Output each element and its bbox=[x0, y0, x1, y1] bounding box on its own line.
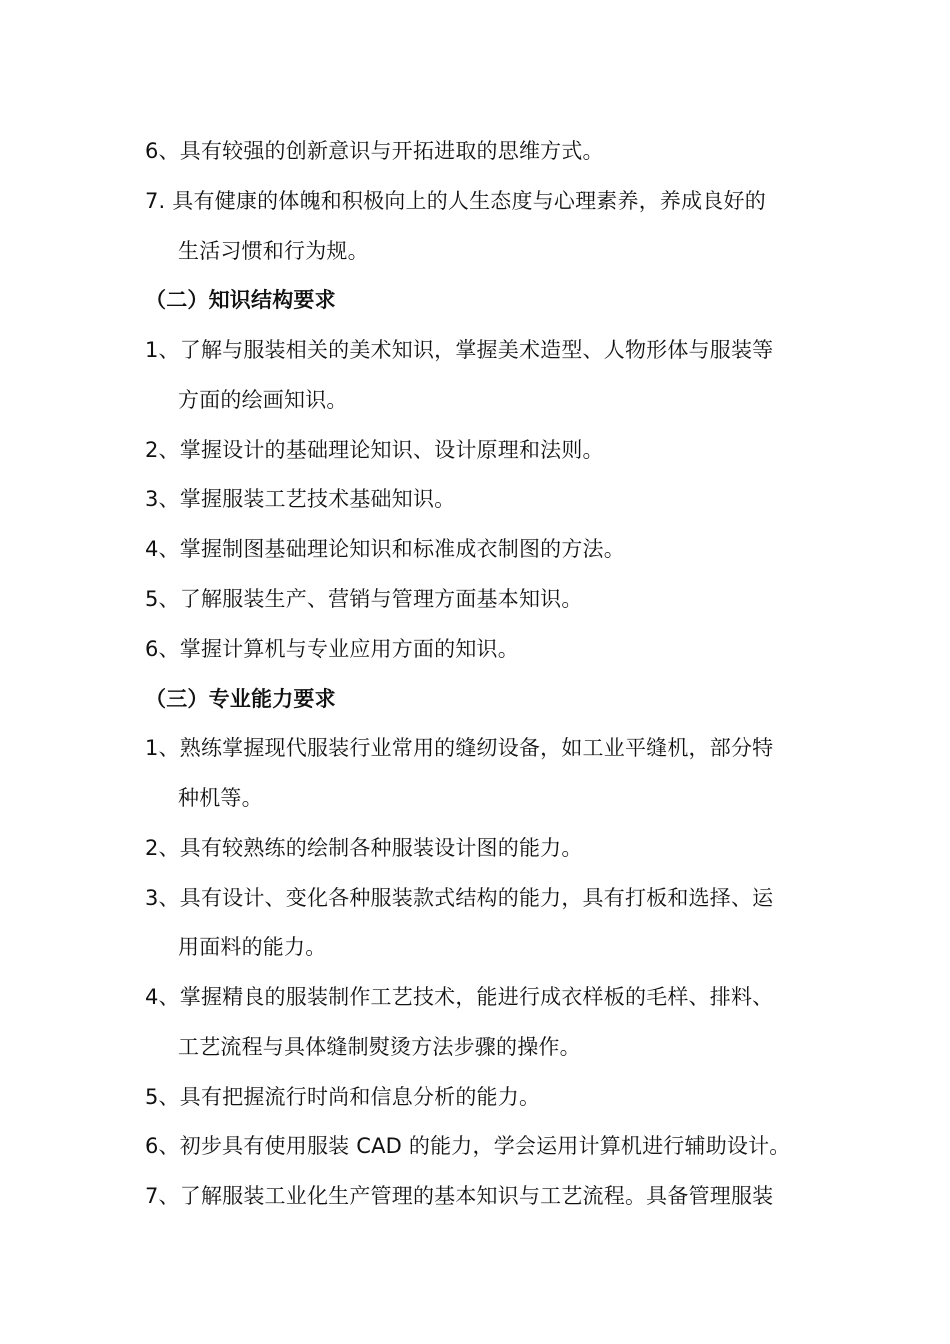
text-line: 2、掌握设计的基础理论知识、设计原理和法则。 bbox=[145, 438, 604, 462]
text-line: 4、掌握精良的服装制作工艺技术，能进行成衣样板的毛样、排料、 bbox=[145, 985, 774, 1009]
text-line: 工艺流程与具体缝制熨烫方法步骤的操作。 bbox=[178, 1035, 581, 1059]
text-line: 1、熟练掌握现代服装行业常用的缝纫设备，如工业平缝机，部分特 bbox=[145, 736, 774, 760]
text-line: 方面的绘画知识。 bbox=[178, 388, 348, 412]
text-line: 种机等。 bbox=[178, 786, 263, 810]
section-heading: （三）专业能力要求 bbox=[145, 687, 336, 711]
text-line: 3、掌握服装工艺技术基础知识。 bbox=[145, 487, 456, 511]
text-line: 3、具有设计、变化各种服装款式结构的能力，具有打板和选择、运 bbox=[145, 886, 774, 910]
text-line: 1、了解与服装相关的美术知识，掌握美术造型、人物形体与服装等 bbox=[145, 338, 774, 362]
text-line: 6、掌握计算机与专业应用方面的知识。 bbox=[145, 637, 519, 661]
text-line: 2、具有较熟练的绘制各种服装设计图的能力。 bbox=[145, 836, 583, 860]
text-line: 7、了解服装工业化生产管理的基本知识与工艺流程。具备管理服装 bbox=[145, 1184, 774, 1208]
text-line: 用面料的能力。 bbox=[178, 935, 327, 959]
section-heading: （二）知识结构要求 bbox=[145, 288, 336, 312]
text-line: 5、具有把握流行时尚和信息分析的能力。 bbox=[145, 1085, 541, 1109]
text-line: 7. 具有健康的体魄和积极向上的人生态度与心理素养，养成良好的 bbox=[145, 189, 766, 213]
text-line: 5、了解服装生产、营销与管理方面基本知识。 bbox=[145, 587, 583, 611]
text-line: 6、具有较强的创新意识与开拓进取的思维方式。 bbox=[145, 139, 604, 163]
text-line: 6、初步具有使用服装 CAD 的能力，学会运用计算机进行辅助设计。 bbox=[145, 1134, 791, 1158]
text-line: 4、掌握制图基础理论知识和标准成衣制图的方法。 bbox=[145, 537, 625, 561]
text-line: 生活习惯和行为规。 bbox=[178, 239, 369, 263]
